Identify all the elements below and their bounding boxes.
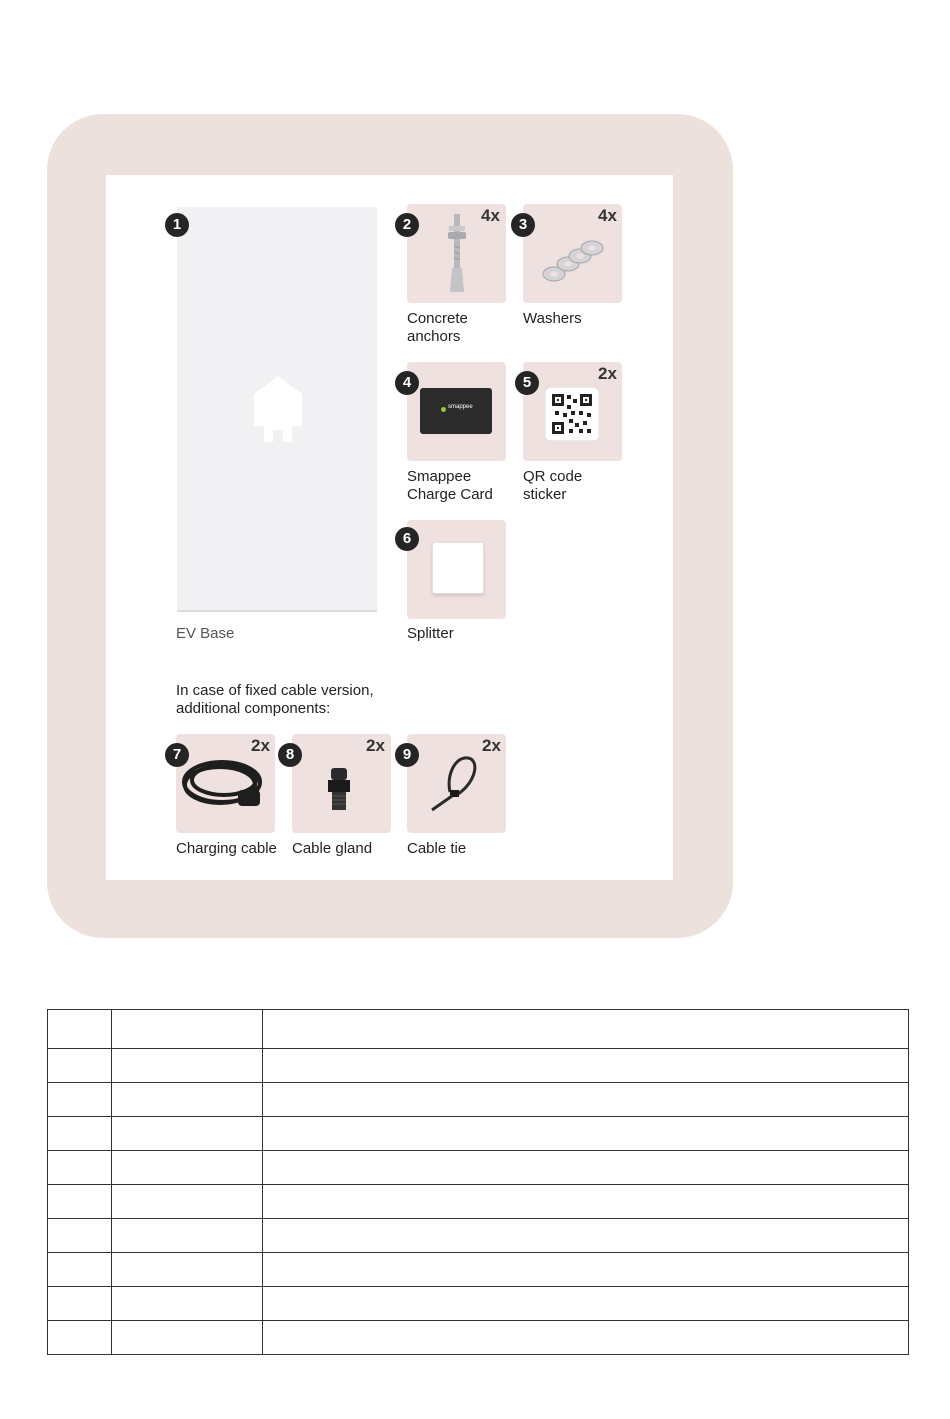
table-cell bbox=[48, 1287, 112, 1321]
table-cell bbox=[112, 1287, 263, 1321]
cable-tie-icon bbox=[428, 752, 484, 814]
table-cell bbox=[263, 1049, 909, 1083]
component-label-ev-base: EV Base bbox=[176, 625, 235, 642]
table-cell bbox=[48, 1151, 112, 1185]
table-cell bbox=[112, 1151, 263, 1185]
table-cell bbox=[112, 1219, 263, 1253]
table-cell bbox=[263, 1253, 909, 1287]
component-number-5: 5 bbox=[515, 371, 539, 395]
table-cell bbox=[48, 1083, 112, 1117]
table-cell bbox=[48, 1321, 112, 1355]
component-label-cable-gland: Cable gland bbox=[292, 840, 373, 857]
table-cell bbox=[263, 1010, 909, 1049]
table-row bbox=[48, 1083, 909, 1117]
quantity-badge-7: 2x bbox=[251, 736, 270, 755]
quantity-badge-8: 2x bbox=[366, 736, 385, 755]
quantity-badge-2: 4x bbox=[481, 206, 500, 225]
component-number-7: 7 bbox=[165, 743, 189, 767]
component-label-splitter: Splitter bbox=[407, 625, 454, 642]
table-row bbox=[48, 1219, 909, 1253]
table-cell bbox=[263, 1117, 909, 1151]
component-number-2: 2 bbox=[395, 213, 419, 237]
table-row bbox=[48, 1253, 909, 1287]
component-number-4: 4 bbox=[395, 371, 419, 395]
table-cell bbox=[112, 1185, 263, 1219]
table-row bbox=[48, 1151, 909, 1185]
table-header-row bbox=[48, 1010, 909, 1049]
component-label-cable-tie: Cable tie bbox=[407, 840, 467, 857]
table-cell bbox=[263, 1185, 909, 1219]
component-label-charging-cable: Charging cable bbox=[176, 840, 277, 857]
table-cell bbox=[112, 1321, 263, 1355]
table-row bbox=[48, 1117, 909, 1151]
smappee-logo-icon bbox=[441, 407, 446, 412]
house-logo-icon bbox=[252, 374, 304, 444]
component-label-washers: Washers bbox=[523, 310, 582, 327]
table-row bbox=[48, 1185, 909, 1219]
splitter-icon bbox=[432, 542, 484, 594]
charge-card-icon bbox=[420, 388, 492, 434]
component-label-concrete-anchors: Concrete anchors bbox=[407, 310, 468, 345]
table-cell bbox=[112, 1049, 263, 1083]
charge-card-brand-text: smappee bbox=[448, 404, 473, 410]
table-cell bbox=[112, 1253, 263, 1287]
table-cell bbox=[112, 1010, 263, 1049]
washers-icon bbox=[540, 238, 606, 286]
table-cell bbox=[263, 1083, 909, 1117]
table-cell bbox=[48, 1219, 112, 1253]
component-number-6: 6 bbox=[395, 527, 419, 551]
table-row bbox=[48, 1321, 909, 1355]
table-cell bbox=[263, 1219, 909, 1253]
charging-cable-icon bbox=[180, 752, 272, 816]
table-cell bbox=[48, 1253, 112, 1287]
quantity-badge-9: 2x bbox=[482, 736, 501, 755]
table-cell bbox=[48, 1010, 112, 1049]
quantity-badge-5: 2x bbox=[598, 364, 617, 383]
concrete-anchor-icon bbox=[440, 212, 474, 296]
table-cell bbox=[48, 1185, 112, 1219]
fixed-cable-note: In case of fixed cable version, additional components: bbox=[176, 682, 374, 717]
table-cell bbox=[263, 1151, 909, 1185]
cable-gland-icon bbox=[326, 768, 352, 812]
table-cell bbox=[112, 1083, 263, 1117]
component-number-8: 8 bbox=[278, 743, 302, 767]
component-number-1: 1 bbox=[165, 213, 189, 237]
table-cell bbox=[48, 1117, 112, 1151]
table-cell bbox=[263, 1287, 909, 1321]
quantity-badge-3: 4x bbox=[598, 206, 617, 225]
table-row bbox=[48, 1287, 909, 1321]
component-number-3: 3 bbox=[511, 213, 535, 237]
component-number-9: 9 bbox=[395, 743, 419, 767]
table-cell bbox=[112, 1117, 263, 1151]
parts-table bbox=[47, 1009, 909, 1355]
component-label-charge-card: Smappee Charge Card bbox=[407, 468, 493, 503]
table-cell bbox=[48, 1049, 112, 1083]
component-label-qr-sticker: QR code sticker bbox=[523, 468, 583, 503]
table-row bbox=[48, 1049, 909, 1083]
qr-code-icon bbox=[545, 387, 599, 441]
table-cell bbox=[263, 1321, 909, 1355]
